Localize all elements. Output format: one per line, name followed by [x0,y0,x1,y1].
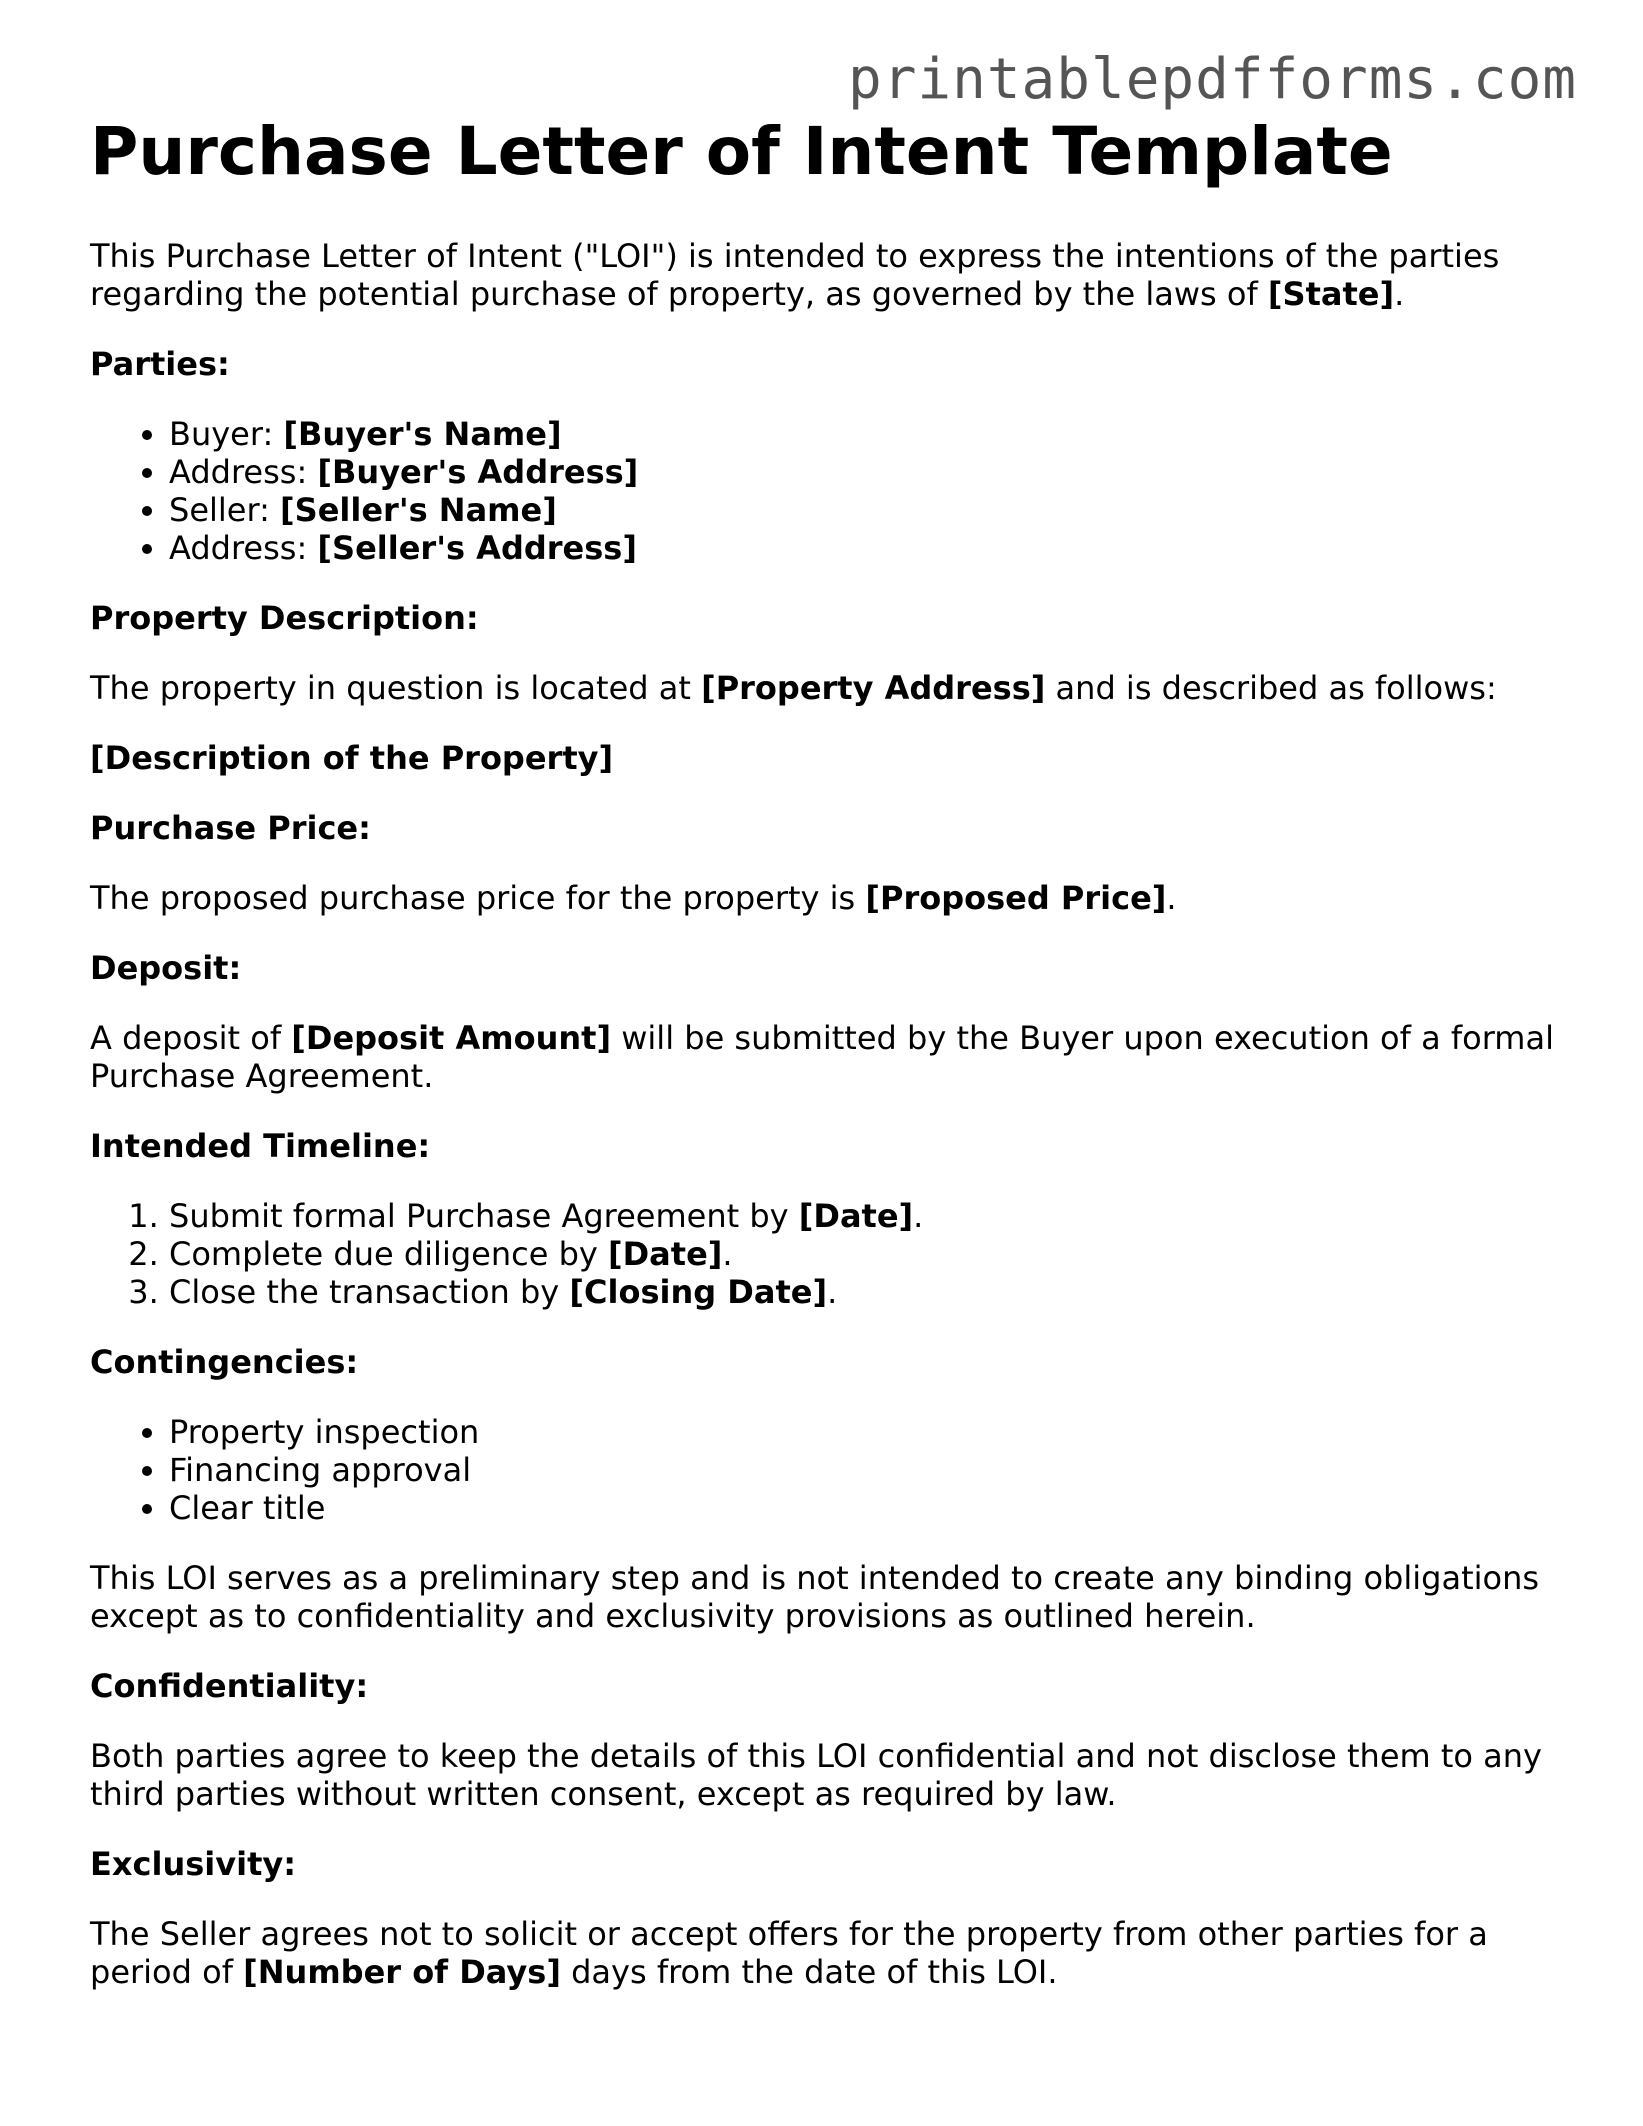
seller-name-placeholder: [Seller's Name] [280,491,557,530]
deposit-text: A deposit of [90,1019,292,1058]
timeline-text: Close the transaction by [169,1273,570,1312]
parties-heading: Parties: [90,345,230,384]
timeline-end: . [827,1273,838,1312]
property-paragraph [90,669,1560,707]
party-label: Address: [169,529,318,568]
contingencies-heading: Contingencies: [90,1343,359,1382]
number-of-days-placeholder: [Number of Days] [243,1953,561,1992]
property-description-placeholder: [Description of the Property] [90,739,614,778]
contingencies-list [90,1413,1560,1527]
contingencies-note: This LOI serves as a preliminary step and is not intended to create any binding obligations except as to confidentiality and exclusivity provisions as outlined herein. [90,1559,1540,1636]
party-label: Address: [169,453,318,492]
list-item [169,1197,1560,1235]
intro-end: . [1394,275,1405,314]
seller-address-placeholder: [Seller's Address] [317,529,637,568]
exclusivity-text-end: days from the date of this LOI. [560,1953,1058,1992]
timeline-heading: Intended Timeline: [90,1127,431,1166]
document-title: Purchase Letter of Intent Template [90,113,1393,190]
state-placeholder: [State] [1267,275,1395,314]
buyer-address-placeholder: [Buyer's Address] [317,453,639,492]
exclusivity-text: The Seller agrees not to solicit or accept offers for the property from other parties for a period of [90,1915,1488,1992]
list-item [169,1235,1560,1273]
deposit-amount-placeholder: [Deposit Amount] [291,1019,612,1058]
list-item [169,1273,1560,1311]
list-item [169,491,1560,529]
price-end: . [1166,879,1177,918]
buyer-name-placeholder: [Buyer's Name] [283,415,562,454]
intro-paragraph [90,237,1560,313]
date-placeholder: [Date] [798,1197,914,1236]
timeline-end: . [913,1197,924,1236]
deposit-text-end: will be submitted by the Buyer upon execution of a formal Purchase Agreement. [90,1019,1554,1096]
timeline-text: Complete due diligence by [169,1235,608,1274]
property-heading: Property Description: [90,599,479,638]
party-label: Seller: [169,491,281,530]
timeline-text: Submit formal Purchase Agreement by [169,1197,799,1236]
proposed-price-placeholder: [Proposed Price] [865,879,1167,918]
party-label: Buyer: [169,415,284,454]
list-item [169,415,1560,453]
closing-date-placeholder: [Closing Date] [569,1273,828,1312]
intro-text: This Purchase Letter of Intent ("LOI") is intended to express the intentions of the parties regarding the potential purchase of property, as governed by the laws of [90,237,1500,314]
price-paragraph [90,879,1560,917]
list-item: • Financing approval [169,1451,1560,1489]
property-address-placeholder: [Property Address] [701,669,1046,708]
document-body [90,112,1560,2023]
exclusivity-heading: Exclusivity: [90,1845,297,1884]
price-heading: Purchase Price: [90,809,371,848]
confidentiality-heading: Confidentiality: [90,1667,369,1706]
list-item: • Property inspection [169,1413,1560,1451]
property-text-end: and is described as follows: [1045,669,1497,708]
price-text: The proposed purchase price for the property is [90,879,866,918]
watermark-text: printablepdfforms.com [847,47,1577,112]
list-item [169,453,1560,491]
date-placeholder: [Date] [607,1235,723,1274]
confidentiality-paragraph: Both parties agree to keep the details of this LOI confidential and not disclose them to any third parties without written consent, except as required by law. [90,1737,1542,1814]
list-item: • Clear title [169,1489,1560,1527]
property-text: The property in question is located at [90,669,702,708]
parties-list [90,415,1560,567]
deposit-heading: Deposit: [90,949,242,988]
timeline-end: . [722,1235,733,1274]
list-item [169,529,1560,567]
timeline-list [90,1197,1560,1311]
exclusivity-paragraph [90,1915,1560,1991]
deposit-paragraph [90,1019,1560,1095]
